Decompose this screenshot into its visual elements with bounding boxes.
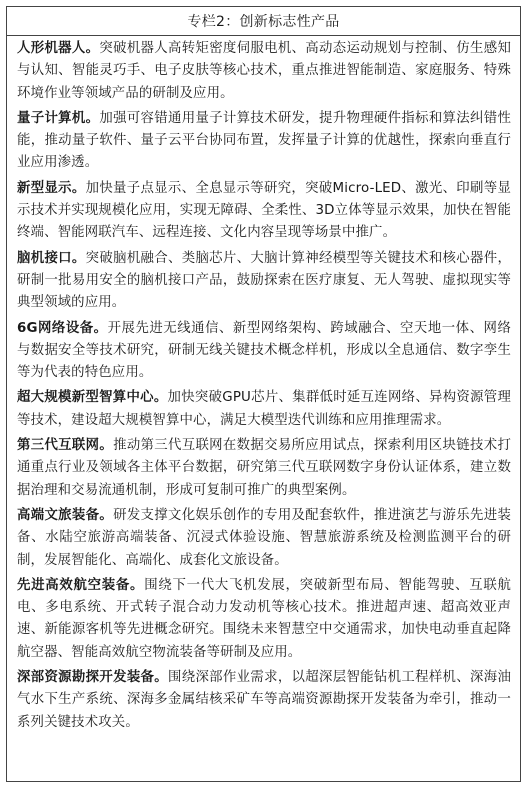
list-item-deep-resource xyxy=(17,667,511,734)
list-item-6g-network xyxy=(17,318,511,385)
item-description: 加快量子点显示、全息显示等研究，突破Micro-LED、激光、印刷等显示技术并实现规模化应用，实现无障碍、全柔性、3D立体等显示效果，加快在智能终端、智能网联汽车、远程连接、文化内容呈现等场景中推广。 xyxy=(17,180,512,241)
list-item-new-display xyxy=(17,178,511,245)
item-description: 突破机器人高转矩密度伺服电机、高动态运动规划与控制、仿生感知与认知、智能灵巧手、电子皮肤等核心技术，重点推进智能制造、家庭服务、特殊环境作业等领域产品的研制及应用。 xyxy=(17,41,512,101)
item-list xyxy=(17,38,511,737)
item-term: 高端文旅装备。 xyxy=(17,507,114,523)
item-term: 人形机器人。 xyxy=(17,41,100,56)
list-item-web3 xyxy=(17,435,511,502)
item-term: 量子计算机。 xyxy=(17,110,100,126)
list-item-culture-tourism xyxy=(17,505,511,572)
list-item-aviation xyxy=(17,575,511,664)
item-term: 脑机接口。 xyxy=(17,250,86,266)
item-term: 第三代互联网。 xyxy=(17,438,114,454)
box-title: 专栏2：创新标志性产品 xyxy=(7,7,520,36)
item-term: 新型显示。 xyxy=(17,180,86,196)
list-item-quantum-computer xyxy=(17,108,511,175)
item-description: 开展先进无线通信、新型网络架构、跨域融合、空天地一体、网络与数据安全等技术研究，研制无线关键技术概念样机，形成以全息通信、数字孪生等为代表的特色应用。 xyxy=(17,320,511,381)
item-term: 超大规模新型智算中心。 xyxy=(17,390,168,406)
item-description: 加快突破GPU芯片、集群低时延互连网络、异构资源管理等技术，建设超大规模智算中心，满足大模型迭代训练和应用推理需求。 xyxy=(17,390,512,428)
item-description: 围绕深部作业需求，以超深层智能钻机工程样机、深海油气水下生产系统、深海多金属结核采矿车等高端资源勘探开发装备为牵引，推动一系列关键技术攻关。 xyxy=(17,670,511,730)
item-term: 6G网络设备。 xyxy=(17,320,108,336)
item-description: 突破脑机融合、类脑芯片、大脑计算神经模型等关键技术和核心器件，研制一批易用安全的脑机接口产品，鼓励探索在医疗康复、无人驾驶、虚拟现实等典型领域的应用。 xyxy=(17,250,511,311)
list-item-computing-center xyxy=(17,387,511,432)
item-description: 研发支撑文化娱乐创作的专用及配套软件，推进演艺与游乐先进装备、水陆空旅游高端装备、沉浸式体验设施、智慧旅游系统及检测监测平台的研制，发展智能化、高端化、成套化文旅设备。 xyxy=(17,507,511,568)
feature-box xyxy=(6,6,521,782)
list-item-humanoid-robot xyxy=(17,38,511,105)
item-description: 推动第三代互联网在数据交易所应用试点，探索利用区块链技术打通重点行业及领域各主体平台数据，研究第三代互联网数字身份认证体系，建立数据治理和交易流通机制，形成可复制可推广的典型案例。 xyxy=(17,438,511,498)
list-item-brain-computer-interface xyxy=(17,248,511,315)
item-term: 先进高效航空装备。 xyxy=(17,577,145,593)
item-term: 深部资源勘探开发装备。 xyxy=(17,670,168,686)
item-description: 加强可容错通用量子计算技术研发，提升物理硬件指标和算法纠错性能，推动量子软件、量子云平台协同布置，发挥量子计算的优越性，探索向垂直行业应用渗透。 xyxy=(17,110,512,171)
item-description: 围绕下一代大飞机发展，突破新型布局、智能驾驶、互联航电、多电系统、开式转子混合动力发动机等核心技术。推进超声速、超高效亚声速、新能源客机等先进概念研究。围绕未来智慧空中交通需求，加快电动垂直起降航空器、智能高效航空物流装备等研制及应用。 xyxy=(17,577,511,660)
